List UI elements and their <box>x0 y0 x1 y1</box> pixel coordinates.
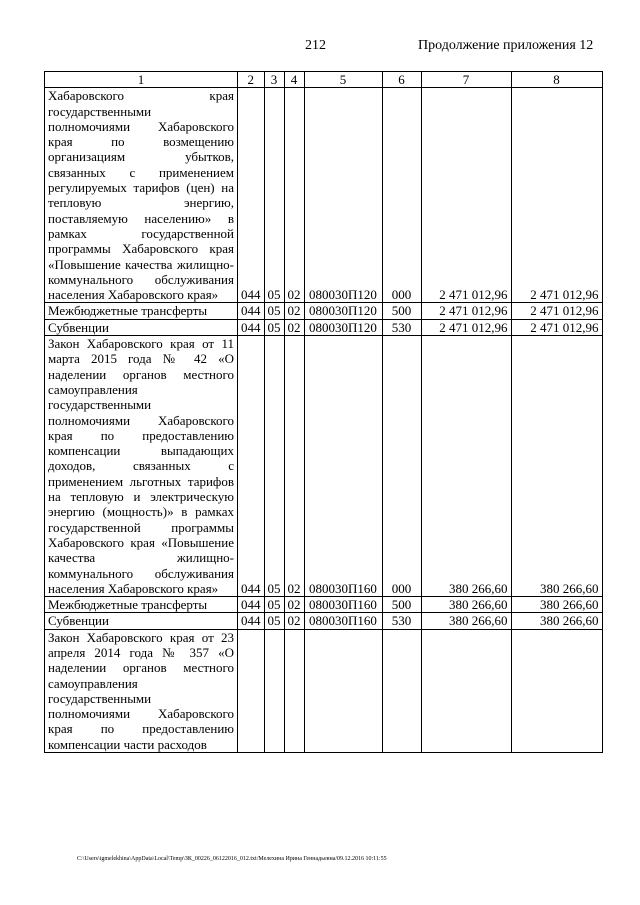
cell-section <box>264 629 284 752</box>
row-description: Закон Хабаровского края от 23 апреля 2014 года № 357 «О наделении органов местного самоуправления государственными полномочиями Хабаровского края по предоставлению компенсации части расходов <box>45 629 238 752</box>
row-description: Межбюджетные трансферты <box>45 597 238 613</box>
cell-subsection: 02 <box>284 88 304 303</box>
cell-target: 080030П160 <box>304 597 382 613</box>
table-row <box>45 88 603 303</box>
cell-subsection: 02 <box>284 303 304 319</box>
cell-type: 500 <box>382 597 421 613</box>
cell-amount: 2 471 012,96 <box>421 303 511 319</box>
cell-code: 044 <box>238 88 265 303</box>
cell-amount: 380 266,60 <box>511 336 602 597</box>
cell-code: 044 <box>238 319 265 335</box>
cell-code: 044 <box>238 613 265 629</box>
cell-amount <box>511 629 602 752</box>
cell-amount: 2 471 012,96 <box>511 319 602 335</box>
cell-amount: 380 266,60 <box>421 613 511 629</box>
cell-amount: 2 471 012,96 <box>511 88 602 303</box>
cell-amount: 380 266,60 <box>511 613 602 629</box>
cell-section: 05 <box>264 336 284 597</box>
cell-type: 000 <box>382 88 421 303</box>
col-header: 4 <box>284 72 304 88</box>
table-row <box>45 303 603 319</box>
cell-code <box>238 629 265 752</box>
cell-section: 05 <box>264 303 284 319</box>
page-number: 212 <box>305 38 326 53</box>
cell-subsection: 02 <box>284 336 304 597</box>
cell-amount: 380 266,60 <box>421 597 511 613</box>
table-row <box>45 629 603 752</box>
cell-amount: 380 266,60 <box>511 597 602 613</box>
row-description: Хабаровского края государственными полномочиями Хабаровского края по возмещению организациям убытков, связанных с применением регулируемых тарифов (цен) на тепловую энергию, поставляемую населению» в рамках государственной программы Хабаровского края «Повышение качества жилищно-коммунального обслуживания населения Хабаровского края» <box>45 88 238 303</box>
cell-code: 044 <box>238 336 265 597</box>
row-description: Субвенции <box>45 319 238 335</box>
cell-type <box>382 629 421 752</box>
row-description: Закон Хабаровского края от 11 марта 2015 года № 42 «О наделении органов местного самоуправления государственными полномочиями Хабаровского края по предоставлению компенсации выпадающих доходов, связанных с применением льготных тарифов на тепловую и электрическую энергию (мощность)» в рамках государственной программы Хабаровского края «Повышение качества жилищно-коммунального обслуживания населения Хабаровского края» <box>45 336 238 597</box>
cell-target: 080030П120 <box>304 88 382 303</box>
cell-type: 500 <box>382 303 421 319</box>
cell-subsection <box>284 629 304 752</box>
cell-amount: 380 266,60 <box>421 336 511 597</box>
cell-target <box>304 629 382 752</box>
cell-subsection: 02 <box>284 319 304 335</box>
cell-target: 080030П120 <box>304 303 382 319</box>
col-header: 6 <box>382 72 421 88</box>
col-header: 5 <box>304 72 382 88</box>
table-row <box>45 319 603 335</box>
cell-target: 080030П160 <box>304 336 382 597</box>
cell-target: 080030П120 <box>304 319 382 335</box>
header-row <box>45 72 603 88</box>
cell-code: 044 <box>238 303 265 319</box>
cell-code: 044 <box>238 597 265 613</box>
budget-table <box>44 71 603 753</box>
continuation-label: Продолжение приложения 12 <box>418 38 594 53</box>
row-description: Субвенции <box>45 613 238 629</box>
cell-target: 080030П160 <box>304 613 382 629</box>
table-row <box>45 597 603 613</box>
row-description: Межбюджетные трансферты <box>45 303 238 319</box>
cell-subsection: 02 <box>284 597 304 613</box>
table-row <box>45 613 603 629</box>
cell-amount <box>421 629 511 752</box>
cell-section: 05 <box>264 88 284 303</box>
cell-section: 05 <box>264 597 284 613</box>
cell-section: 05 <box>264 319 284 335</box>
cell-type: 530 <box>382 319 421 335</box>
cell-type: 530 <box>382 613 421 629</box>
col-header: 8 <box>511 72 602 88</box>
cell-amount: 2 471 012,96 <box>511 303 602 319</box>
col-header: 1 <box>45 72 238 88</box>
cell-subsection: 02 <box>284 613 304 629</box>
footer-path: C:\Users\igmelekhina\AppData\Local\Temp\ЗК_00226_06122016_012.txt/Мелехина Ирина Геннадьевна/09.12.2016 10:11:55 <box>77 856 387 862</box>
col-header: 2 <box>238 72 265 88</box>
table-row <box>45 336 603 597</box>
cell-section: 05 <box>264 613 284 629</box>
cell-amount: 2 471 012,96 <box>421 88 511 303</box>
cell-type: 000 <box>382 336 421 597</box>
col-header: 3 <box>264 72 284 88</box>
col-header: 7 <box>421 72 511 88</box>
cell-amount: 2 471 012,96 <box>421 319 511 335</box>
